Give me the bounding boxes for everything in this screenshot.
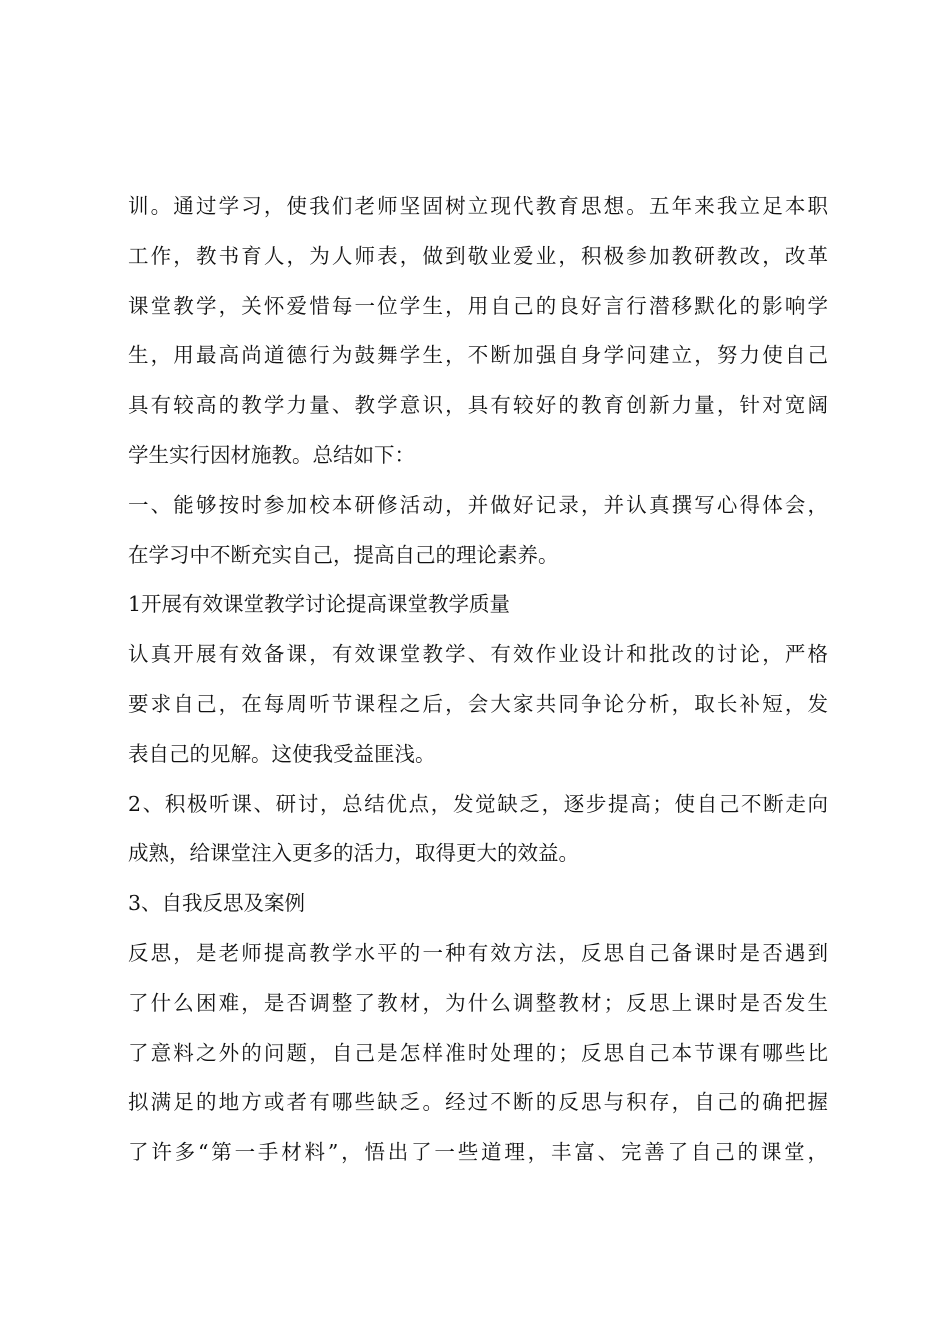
text-line-6: 学生实行因材施教。总结如下： (128, 442, 415, 467)
text-line-10: 认真开展有效备课，有效课堂教学、有效作业设计和批改的讨论，严格 (128, 642, 828, 667)
text-line-18: 了意料之外的问题，自己是怎样准时处理的；反思自己本节课有哪些比 (128, 1040, 828, 1065)
text-line-2: 工作，教书育人，为人师表，做到敬业爱业，积极参加教研教改，改革 (128, 243, 828, 268)
text-line-16: 反思，是老师提高教学水平的一种有效方法，反思自己备课时是否遇到 (128, 940, 828, 965)
text-line-11: 要求自己，在每周听节课程之后，会大家共同争论分析，取长补短，发 (128, 691, 828, 716)
section-heading-3: 3、自我反思及案例 (128, 891, 306, 916)
text-line-5: 具有较高的教学力量、教学意识，具有较好的教育创新力量，针对宽阔 (128, 393, 828, 418)
document-body (128, 182, 828, 1178)
text-line-20: 了许多“第一手材料”，悟出了一些道理，丰富、完善了自己的课堂， (128, 1140, 828, 1165)
text-line-19: 拟满足的地方或者有哪些缺乏。经过不断的反思与积存，自己的确把握 (128, 1090, 828, 1115)
text-line-4: 生，用最高尚道德行为鼓舞学生，不断加强自身学问建立，努力使自己 (128, 343, 828, 368)
text-line-8: 在学习中不断充实自己，提高自己的理论素养。 (128, 542, 559, 567)
text-line-7: 一、能够按时参加校本研修活动，并做好记录，并认真撰写心得体会， (128, 492, 828, 517)
section-heading-1: 1开展有效课堂教学讨论提高课堂教学质量 (128, 592, 511, 617)
text-line-3: 课堂教学，关怀爱惜每一位学生，用自己的良好言行潜移默化的影响学 (128, 293, 828, 318)
text-line-17: 了什么困难，是否调整了教材，为什么调整教材；反思上课时是否发生 (128, 990, 828, 1015)
text-line-14: 成熟，给课堂注入更多的活力，取得更大的效益。 (128, 841, 579, 866)
text-line-1: 训。通过学习，使我们老师坚固树立现代教育思想。五年来我立足本职 (128, 194, 828, 218)
text-line-13: 2、积极听课、研讨，总结优点，发觉缺乏，逐步提高；使自己不断走向 (128, 791, 828, 816)
text-line-12: 表自己的见解。这使我受益匪浅。 (128, 741, 436, 766)
